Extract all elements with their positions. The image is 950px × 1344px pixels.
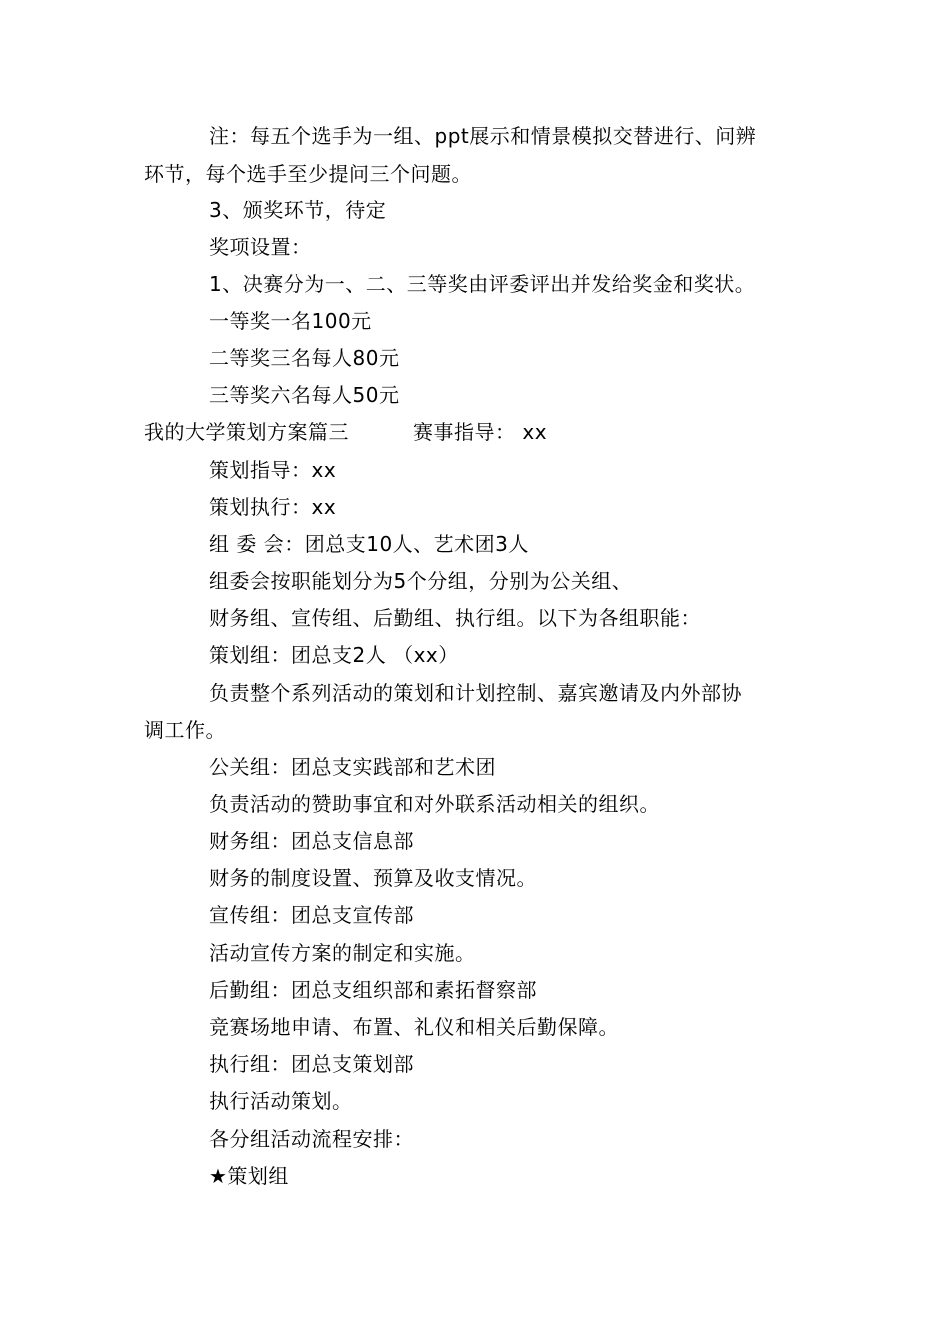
section-title: 我的大学策划方案篇三 bbox=[144, 420, 349, 444]
finance-group-line: 财务组：团总支信息部 bbox=[209, 829, 414, 853]
awards-item-1: 1、决赛分为一、二、三等奖由评委评出并发给奖金和奖状。 bbox=[209, 272, 756, 296]
planning-duty-line-1: 负责整个系列活动的策划和计划控制、嘉宾邀请及内外部协 bbox=[209, 681, 742, 705]
pr-duty-line: 负责活动的赞助事宜和对外联系活动相关的组织。 bbox=[209, 792, 660, 816]
first-prize-line: 一等奖一名100元 bbox=[209, 309, 372, 333]
publicity-group-line: 宣传组：团总支宣传部 bbox=[209, 903, 414, 927]
note-line-2: 环节，每个选手至少提问三个问题。 bbox=[144, 162, 472, 186]
note-line-1: 注：每五个选手为一组、ppt展示和情景模拟交替进行、问辨 bbox=[209, 124, 757, 148]
committee-line: 组 委 会：团总支10人、艺术团3人 bbox=[209, 532, 529, 556]
third-prize-line: 三等奖六名每人50元 bbox=[209, 383, 400, 407]
planning-group-line: 策划组：团总支2人 （xx） bbox=[209, 643, 459, 667]
committee-division-line-2: 财务组、宣传组、后勤组、执行组。以下为各组职能： bbox=[209, 606, 701, 630]
schedule-heading: 各分组活动流程安排： bbox=[209, 1127, 414, 1151]
awards-heading: 奖项设置： bbox=[209, 235, 312, 259]
event-guidance: 赛事指导： xx bbox=[413, 420, 548, 444]
planning-group-subheading: ★策划组 bbox=[209, 1164, 289, 1188]
planning-duty-line-2: 调工作。 bbox=[144, 718, 226, 742]
award-ceremony-line: 3、颁奖环节，待定 bbox=[209, 198, 387, 222]
execution-duty-line: 执行活动策划。 bbox=[209, 1089, 353, 1113]
pr-group-line: 公关组：团总支实践部和艺术团 bbox=[209, 755, 496, 779]
committee-division-line-1: 组委会按职能划分为5个分组，分别为公关组、 bbox=[209, 569, 633, 593]
planning-guidance: 策划指导：xx bbox=[209, 458, 337, 482]
execution-group-line: 执行组：团总支策划部 bbox=[209, 1052, 414, 1076]
second-prize-line: 二等奖三名每人80元 bbox=[209, 346, 400, 370]
publicity-duty-line: 活动宣传方案的制定和实施。 bbox=[209, 941, 476, 965]
section-title-line bbox=[144, 418, 547, 446]
logistics-duty-line: 竞赛场地申请、布置、礼仪和相关后勤保障。 bbox=[209, 1015, 619, 1039]
logistics-group-line: 后勤组：团总支组织部和素拓督察部 bbox=[209, 978, 537, 1002]
finance-duty-line: 财务的制度设置、预算及收支情况。 bbox=[209, 866, 537, 890]
planning-execution: 策划执行：xx bbox=[209, 495, 337, 519]
